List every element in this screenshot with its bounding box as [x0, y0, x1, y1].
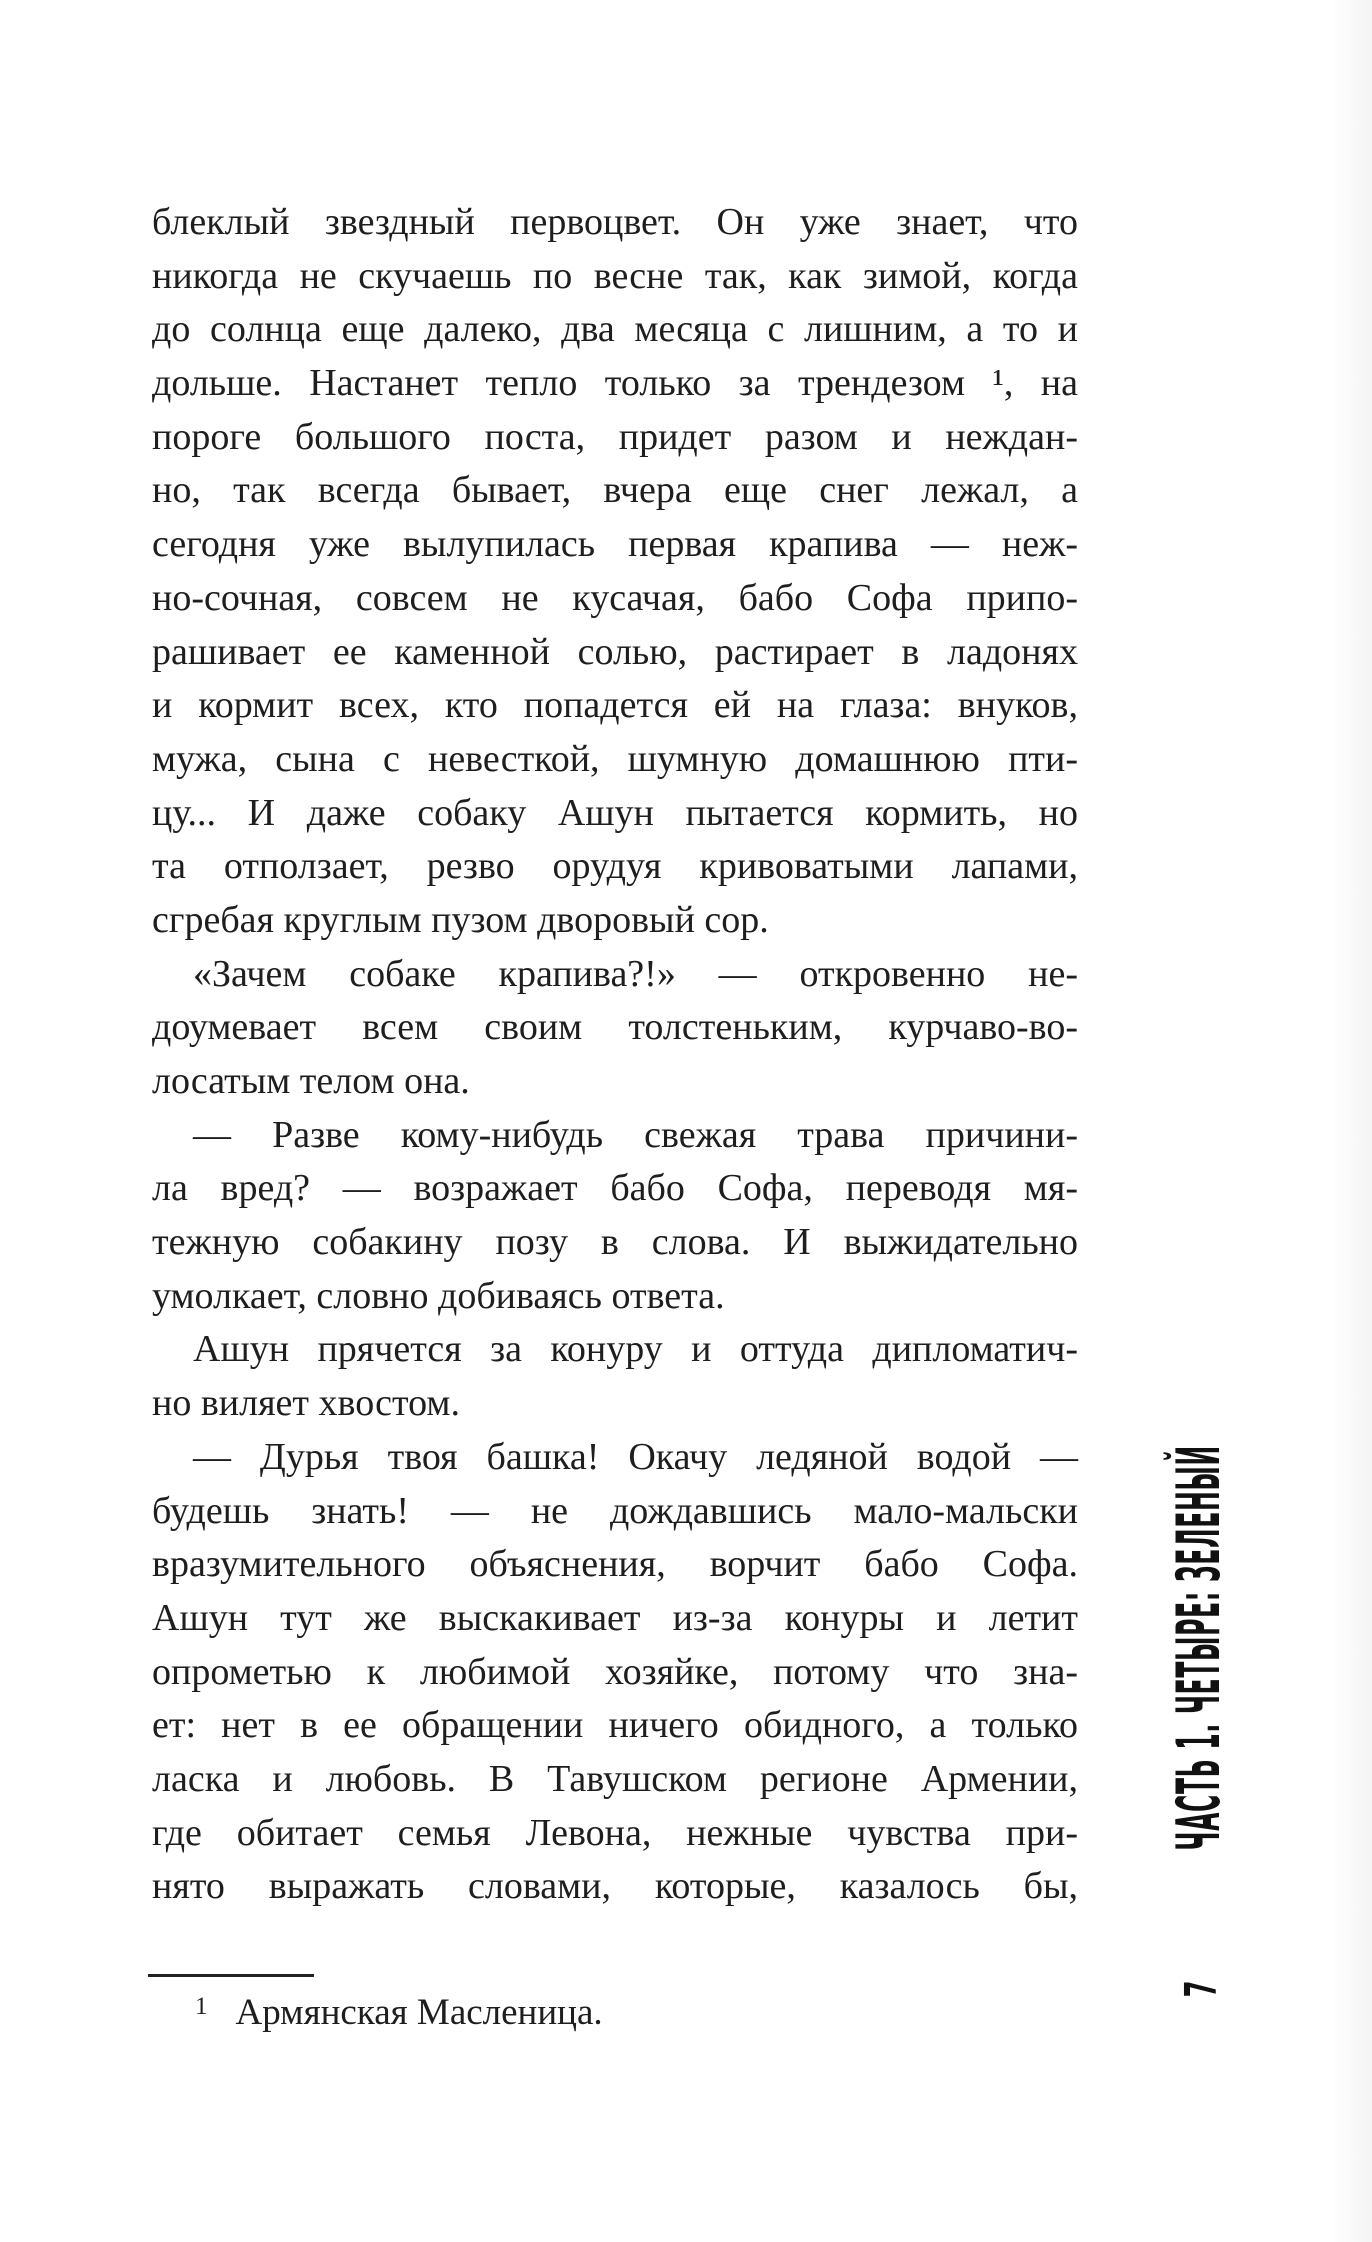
- text-line: — Дурья твоя башка! Окачу ледяной водой —: [193, 1435, 1078, 1478]
- text-line: «Зачем собаке крапива?!» — откровенно не-: [193, 952, 1078, 995]
- text-line: будешь знать! — не дождавшись мало-мальски: [152, 1489, 1078, 1532]
- text-line: блеклый звездный первоцвет. Он уже знает, что: [152, 201, 1078, 243]
- text-line: тежную собакину позу в слова. И выжидательно: [152, 1221, 1078, 1264]
- text-line: но-сочная, совсем не кусачая, бабо Софа припо-: [152, 576, 1078, 619]
- text-line: вразумительного объяснения, ворчит бабо Софа.: [152, 1543, 1078, 1586]
- text-line: та отползает, резво орудуя кривоватыми лапами,: [152, 845, 1078, 888]
- text-line: лосатым телом она.: [152, 1060, 470, 1102]
- text-line: умолкает, словно добиваясь ответа.: [152, 1274, 725, 1317]
- text-line: мужа, сына с невесткой, шумную домашнюю пти-: [152, 737, 1078, 780]
- text-line: никогда не скучаешь по весне так, как зимой, когда: [152, 254, 1078, 297]
- text-line: ласка и любовь. В Тавушском регионе Армении,: [152, 1757, 1078, 1800]
- text-line: доумевает всем своим толстеньким, курчаво-во-: [152, 1006, 1078, 1049]
- footnote-marker: 1: [195, 1993, 208, 2020]
- text-line: нято выражать словами, которые, казалось бы,: [152, 1865, 1078, 1908]
- footnote-divider: [148, 1974, 314, 1977]
- text-line: сегодня уже вылупилась первая крапива — неж-: [152, 523, 1078, 566]
- page-number: 7: [1176, 1980, 1227, 1998]
- text-line: сгребая круглым пузом дворовый сор.: [152, 898, 769, 941]
- text-line: дольше. Настанет тепло только за трендезом ¹, на: [152, 362, 1078, 405]
- text-line: ет: нет в ее обращении ничего обидного, а только: [152, 1704, 1078, 1747]
- text-line: Ашун тут же выскакивает из-за конуры и летит: [152, 1596, 1078, 1639]
- text-line: опрометью к любимой хозяйке, потому что зна-: [152, 1650, 1078, 1693]
- text-line: но виляет хвостом.: [152, 1382, 460, 1425]
- text-line: цу... И даже собаку Ашун пытается кормить, но: [152, 791, 1078, 834]
- text-line: пороге большого поста, придет разом и неждан-: [152, 415, 1078, 458]
- text-line: — Разве кому-нибудь свежая трава причини-: [193, 1113, 1078, 1156]
- footnote-text: Армянская Масленица.: [235, 1992, 603, 2033]
- text-line: ла вред? — возражает бабо Софа, переводя мя-: [152, 1167, 1078, 1210]
- chapter-header-vertical: ЧАСТЬ 1. ЧЕТЫРЕ: ЗЕЛЕНЫЙ: [1164, 1445, 1234, 1851]
- text-line: рашивает ее каменной солью, растирает в ладонях: [152, 630, 1078, 673]
- body-text: [152, 196, 1078, 1914]
- text-line: до солнца еще далеко, два месяца с лишним, а то и: [152, 308, 1078, 351]
- text-line: Ашун прячется за конуру и оттуда дипломатич-: [193, 1328, 1078, 1371]
- page-edge-shade: [1330, 0, 1372, 2242]
- text-line: и кормит всех, кто попадется ей на глаза: внуков,: [152, 684, 1078, 727]
- footnote: [195, 1984, 603, 2036]
- text-line: но, так всегда бывает, вчера еще снег лежал, а: [152, 469, 1078, 512]
- text-line: где обитает семья Левона, нежные чувства при-: [152, 1811, 1078, 1854]
